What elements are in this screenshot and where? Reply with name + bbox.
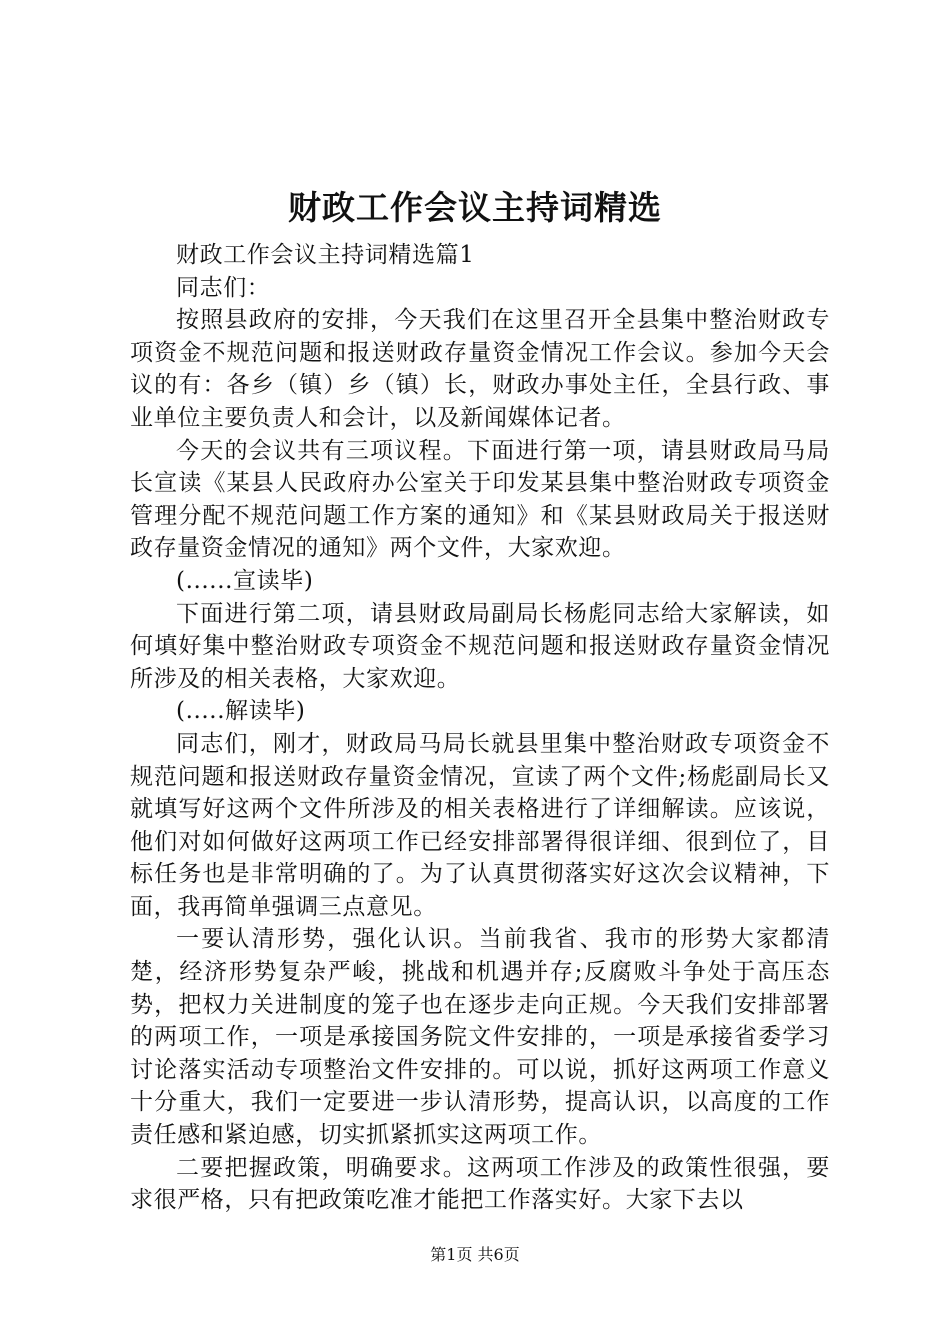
- salutation: 同志们：: [176, 274, 271, 301]
- document-title: 财政工作会议主持词精选: [288, 188, 662, 227]
- body-paragraph: 一要认清形势，强化认识。当前我省、我市的形势大家都清楚，经济形势复杂严峻，挑战和机遇并存;反腐败斗争处于高压态势，把权力关进制度的笼子也在逐步走向正规。今天我们安排部署的两项工作，一项是承接国务院文件安排的，一项是承接省委学习讨论落实活动专项整治文件安排的。可以说，抓好这两项工作意义十分重大，我们一定要进一步认清形势，提高认识，以高度的工作责任感和紧迫感，切实抓紧抓实这两项工作。: [130, 926, 830, 1149]
- document-body: [130, 239, 830, 1217]
- body-paragraph: 同志们，刚才，财政局马局长就县里集中整治财政专项资金不规范问题和报送财政存量资金情况，宣读了两个文件;杨彪副局长又就填写好这两个文件所涉及的相关表格进行了详细解读。应该说，他们对如何做好这两项工作已经安排部署得很详细、很到位了，目标任务也是非常明确的了。为了认真贯彻落实好这次会议精神，下面，我再简单强调三点意见。: [130, 730, 830, 920]
- body-paragraph: 按照县政府的安排，今天我们在这里召开全县集中整治财政专项资金不规范问题和报送财政存量资金情况工作会议。参加今天会议的有：各乡（镇）乡（镇）长，财政办事处主任，全县行政、事业单位主要负责人和会计，以及新闻媒体记者。: [130, 307, 830, 431]
- stage-note: (......宣读毕): [176, 567, 314, 594]
- section-heading: 财政工作会议主持词精选篇1: [176, 242, 475, 268]
- body-paragraph: 二要把握政策，明确要求。这两项工作涉及的政策性很强，要求很严格，只有把政策吃准才能把工作落实好。大家下去以: [130, 1154, 830, 1214]
- body-paragraph: 今天的会议共有三项议程。下面进行第一项，请县财政局马局长宣读《某县人民政府办公室关于印发某县集中整治财政专项资金管理分配不规范问题工作方案的通知》和《某县财政局关于报送财政存量资金情况的通知》两个文件，大家欢迎。: [130, 437, 830, 562]
- page-number-footer: 第1页 共6页: [430, 1245, 520, 1264]
- body-paragraph: 下面进行第二项，请县财政局副局长杨彪同志给大家解读，如何填好集中整治财政专项资金不规范问题和报送财政存量资金情况所涉及的相关表格，大家欢迎。: [130, 600, 830, 692]
- stage-note: (.....解读毕): [176, 698, 306, 725]
